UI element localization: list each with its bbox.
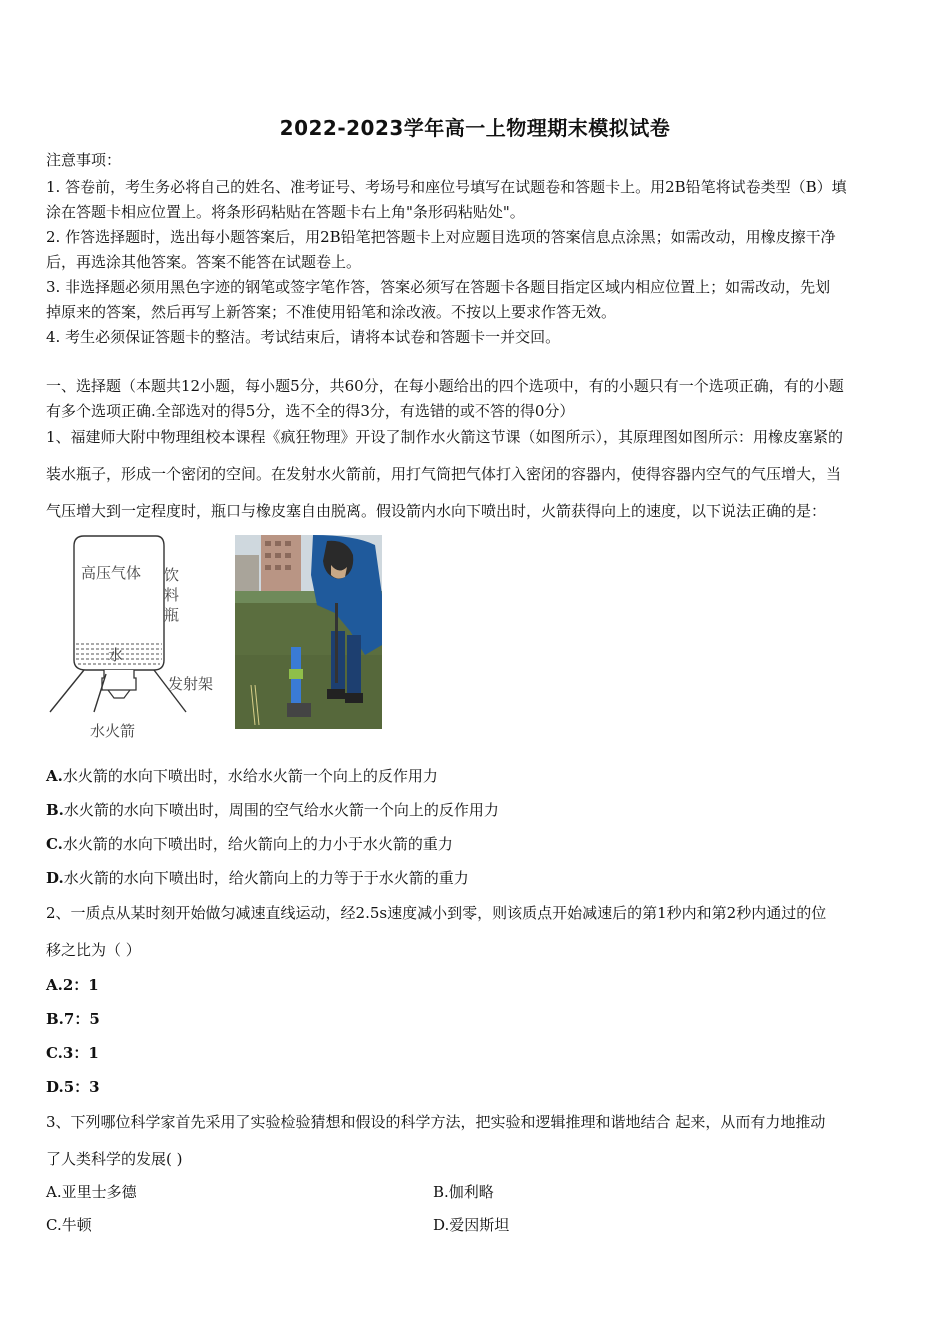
option-c[interactable] — [46, 834, 453, 854]
option-text: 水火箭的水向下喷出时，给火箭向上的力等于于水火箭的重力 — [63, 869, 469, 887]
option-b[interactable] — [46, 1009, 100, 1029]
option-a[interactable] — [46, 975, 99, 995]
option-d[interactable] — [433, 1215, 509, 1235]
option-key: B. — [46, 1010, 64, 1028]
option-b[interactable] — [433, 1182, 494, 1202]
water-label: 水 — [108, 646, 124, 664]
launch-photo — [235, 535, 382, 729]
option-text: 5：3 — [63, 1078, 100, 1096]
notice-line: 2. 作答选择题时，选出每小题答案后，用2B铅笔把答题卡上对应题目选项的答案信息点涂黑；如需改动，用橡皮擦干净 — [46, 228, 836, 246]
question-3-text: 3、下列哪位科学家首先采用了实验检验猜想和假设的科学方法，把实验和逻辑推理和谐地结合 起来，从而有力地推动 — [46, 1113, 826, 1131]
notice-line: 涂在答题卡相应位置上。将条形码粘贴在答题卡右上角"条形码粘贴处"。 — [46, 203, 525, 221]
question-1-text: 1、福建师大附中物理组校本课程《疯狂物理》开设了制作水火箭这节课（如图所示），其原理图如图所示：用橡皮塞紧的 — [46, 428, 844, 446]
option-key: B. — [46, 801, 64, 819]
notice-line: 掉原来的答案，然后再写上新答案；不准使用铅笔和涂改液。不按以上要求作答无效。 — [46, 303, 617, 321]
option-key: A. — [46, 767, 63, 785]
option-d[interactable] — [46, 868, 469, 888]
bottle-label: 饮 — [164, 566, 180, 584]
option-key: A. — [46, 976, 63, 994]
option-b[interactable] — [46, 800, 499, 820]
option-text: 水火箭的水向下喷出时，周围的空气给水火箭一个向上的反作用力 — [63, 801, 499, 819]
question-3-text: 了人类科学的发展( ) — [46, 1150, 183, 1168]
stand-leg — [94, 674, 106, 712]
option-key: C. — [46, 835, 63, 853]
option-a[interactable] — [46, 766, 438, 786]
option-d[interactable] — [46, 1077, 100, 1097]
water-rocket-diagram — [44, 532, 234, 742]
option-a[interactable] — [46, 1182, 137, 1202]
notice-heading: 注意事项： — [46, 151, 122, 169]
section-heading: 一、选择题（本题共12小题，每小题5分，共60分，在每小题给出的四个选项中，有的小题只有一个选项正确，有的小题 — [46, 377, 844, 395]
notice-line: 4. 考生必须保证答题卡的整洁。考试结束后，请将本试卷和答题卡一并交回。 — [46, 328, 561, 346]
gas-label: 高压气体 — [81, 564, 142, 582]
notice-line: 1. 答卷前，考生务必将自己的姓名、准考证号、考场号和座位号填写在试题卷和答题卡上。用2B铅笔将试卷类型（B）填 — [46, 178, 847, 196]
option-c[interactable] — [46, 1043, 99, 1063]
option-key: C. — [46, 1216, 62, 1234]
bottle-label: 瓶 — [164, 606, 180, 624]
notice-line: 后，再选涂其他答案。答案不能答在试题卷上。 — [46, 253, 362, 271]
option-text: 伽利略 — [448, 1183, 494, 1201]
option-c[interactable] — [46, 1215, 92, 1235]
option-key: C. — [46, 1044, 63, 1062]
option-text: 2：1 — [62, 976, 99, 994]
option-text: 水火箭的水向下喷出时，水给水火箭一个向上的反作用力 — [62, 767, 438, 785]
option-key: A. — [46, 1183, 62, 1201]
question-1-text: 气压增大到一定程度时，瓶口与橡皮塞自由脱离。假设箭内水向下喷出时，火箭获得向上的速度，以下说法正确的是： — [46, 502, 827, 520]
stand-leg — [50, 670, 84, 712]
option-text: 水火箭的水向下喷出时，给火箭向上的力小于水火箭的重力 — [62, 835, 453, 853]
bottle-label: 料 — [164, 586, 180, 604]
option-text: 7：5 — [63, 1010, 100, 1028]
option-text: 爱因斯坦 — [449, 1216, 510, 1234]
nozzle — [102, 670, 136, 690]
notice-line: 3. 非选择题必须用黑色字迹的钢笔或签字笔作答，答案必须写在答题卡各题目指定区域内相应位置上；如需改动，先划 — [46, 278, 831, 296]
section-heading: 有多个选项正确.全部选对的得5分，选不全的得3分，有选错的或不答的得0分） — [46, 402, 575, 420]
option-key: D. — [46, 869, 64, 887]
option-key: D. — [433, 1216, 450, 1234]
question-2-text: 2、一质点从某时刻开始做匀减速直线运动，经2.5s速度减小到零，则该质点开始减速后的第1秒内和第2秒内通过的位 — [46, 904, 827, 922]
option-key: D. — [46, 1078, 64, 1096]
stand-label: 发射架 — [168, 675, 214, 693]
rocket-label: 水火箭 — [90, 722, 136, 740]
page-title: 2022-2023学年高一上物理期末模拟试卷 — [279, 116, 671, 140]
option-key: B. — [433, 1183, 449, 1201]
question-2-text: 移之比为（ ） — [46, 941, 141, 959]
option-text: 3：1 — [62, 1044, 99, 1062]
question-1-text: 装水瓶子，形成一个密闭的空间。在发射水火箭前，用打气筒把气体打入密闭的容器内，使得容器内空气的气压增大，当 — [46, 465, 842, 483]
option-text: 亚里士多德 — [61, 1183, 137, 1201]
option-text: 牛顿 — [61, 1216, 92, 1234]
